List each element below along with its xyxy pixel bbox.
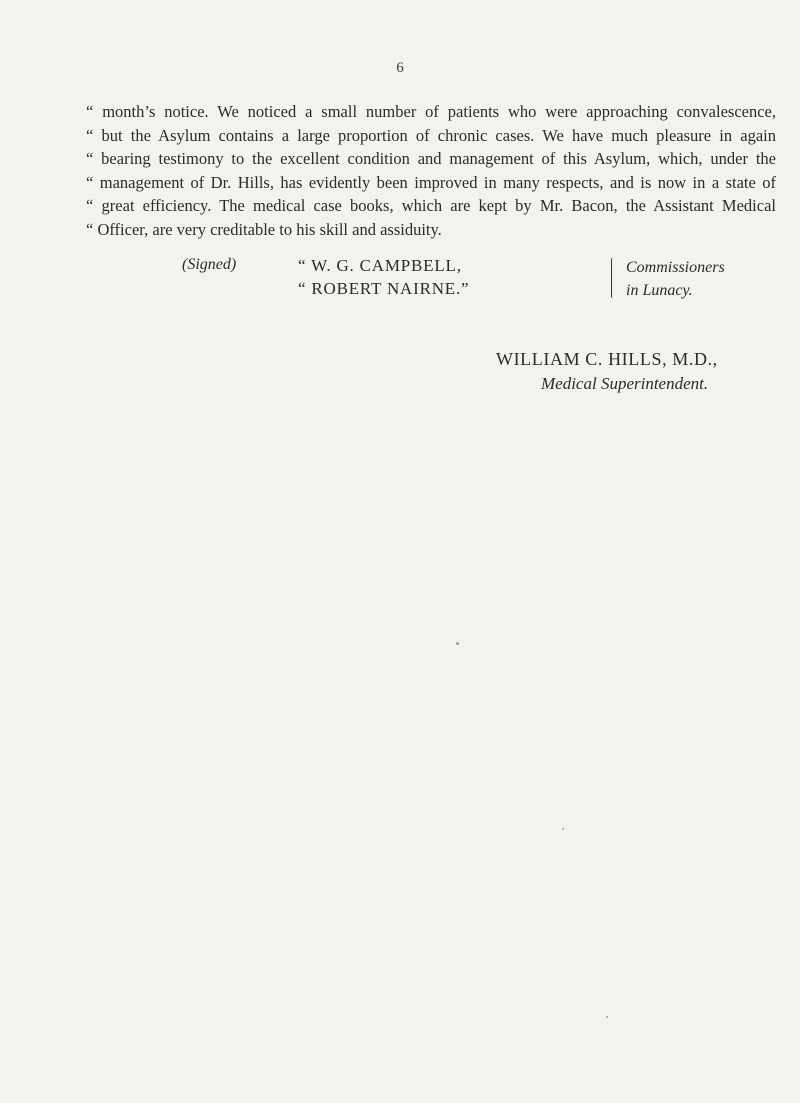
body-line: “ but the Asylum contains a large proportion of chronic cases. We have much pleasure in again [86, 125, 776, 145]
body-line: “ great efficiency. The medical case books, which are kept by Mr. Bacon, the Assistant Medical [86, 196, 776, 215]
paper-speck [562, 828, 564, 830]
superintendent-title: Medical Superintendent. [541, 374, 709, 393]
commissioners-role [626, 256, 725, 302]
paper-speck [606, 1016, 608, 1018]
brace-icon [611, 258, 616, 298]
body-line: “ month’s notice. We noticed a small number of patients who were approaching convalescence, [86, 102, 776, 121]
paper-speck [456, 642, 459, 645]
signatory-nairne: “ ROBERT NAIRNE.” [298, 279, 470, 298]
body-line: “ bearing testimony to the excellent condition and management of this Asylum, which, under the [86, 149, 776, 168]
role-line: in Lunacy. [626, 282, 693, 299]
role-line: Commissioners [626, 259, 725, 276]
page-number: 6 [396, 60, 404, 76]
signed-label: (Signed) [182, 256, 237, 273]
body-paragraph [86, 100, 776, 241]
superintendent-name: WILLIAM C. HILLS, M.D., [496, 349, 718, 369]
body-line: “ Officer, are very creditable to his skill and assiduity. [86, 219, 442, 239]
signatories [298, 254, 469, 300]
body-line: “ management of Dr. Hills, has evidently been improved in many respects, and is now in a state of [86, 172, 776, 192]
signatory-campbell: “ W. G. CAMPBELL, [298, 256, 462, 275]
